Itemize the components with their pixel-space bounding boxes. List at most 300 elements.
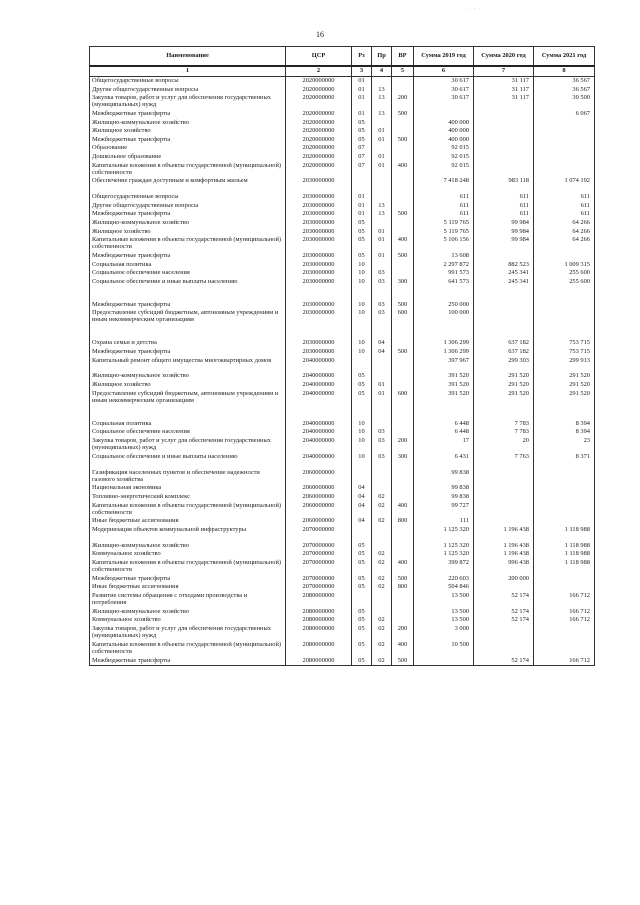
row-pr [372,484,392,493]
row-name: Другие общегосударственные вопросы [90,86,286,95]
row-name: Межбюджетные трансферты [90,136,286,145]
row-sum-2021 [534,583,595,592]
row-vr [392,608,414,617]
row-name: Закупка товаров, работ и услуг для обеспечения государственных (муниципальных) нужд [90,94,286,110]
row-name: Коммунальное хозяйство [90,616,286,625]
row-sum-2019: 1 306 299 [414,339,474,348]
row-csr: 2040000000 [286,390,352,420]
table-row [90,236,595,252]
row-sum-2021: 611 [534,202,595,211]
row-sum-2020: 611 [474,193,534,202]
row-rz: 05 [352,372,372,381]
row-pr: 01 [372,127,392,136]
row-vr: 500 [392,657,414,666]
row-name: Социальное обеспечение населения [90,428,286,437]
row-csr: 2070000000 [286,583,352,592]
row-rz: 01 [352,202,372,211]
table-row [90,261,595,270]
row-vr [392,86,414,95]
table-row [90,301,595,310]
row-name: Капитальные вложения в объекты государственной (муниципальной) собственности [90,641,286,657]
row-pr: 02 [372,657,392,666]
row-name: Жилищно-коммунальное хозяйство [90,372,286,381]
row-name: Социальная политика [90,261,286,270]
row-vr: 200 [392,94,414,110]
row-vr: 400 [392,502,414,518]
row-name: Охрана семьи и детства [90,339,286,348]
row-sum-2021 [534,309,595,339]
row-sum-2019: 13 500 [414,616,474,625]
row-vr: 300 [392,453,414,469]
col-header-csr: ЦСР [286,47,352,67]
col-header-pr: Пр [372,47,392,67]
row-pr: 01 [372,381,392,390]
table-row [90,381,595,390]
row-rz: 05 [352,236,372,252]
row-sum-2021: 753 715 [534,348,595,357]
row-pr: 04 [372,348,392,357]
col-number: 2 [286,66,352,77]
col-number: 6 [414,66,474,77]
row-sum-2021 [534,469,595,485]
row-vr: 400 [392,236,414,252]
row-sum-2019: 5 106 156 [414,236,474,252]
row-csr: 2070000000 [286,542,352,551]
row-csr: 2020000000 [286,86,352,95]
row-sum-2019: 99 838 [414,493,474,502]
row-csr: 2040000000 [286,372,352,381]
row-sum-2019: 6 448 [414,428,474,437]
row-sum-2020: 7 763 [474,453,534,469]
row-sum-2019: 111 [414,517,474,526]
row-sum-2021: 611 [534,210,595,219]
col-number: 8 [534,66,595,77]
table-row [90,153,595,162]
row-sum-2021: 30 500 [534,94,595,110]
row-pr: 02 [372,517,392,526]
row-vr [392,119,414,128]
table-row [90,390,595,420]
row-csr: 2030000000 [286,252,352,261]
col-header-rz: Рз [352,47,372,67]
row-csr: 2030000000 [286,177,352,193]
row-name: Межбюджетные трансферты [90,348,286,357]
row-sum-2021 [534,493,595,502]
table-row [90,550,595,559]
row-sum-2020: 245 341 [474,278,534,301]
row-name: Дошкольное образование [90,153,286,162]
row-rz: 10 [352,437,372,453]
row-sum-2020 [474,517,534,526]
row-rz: 01 [352,193,372,202]
row-vr: 500 [392,348,414,357]
row-vr [392,269,414,278]
top-mark: · · · [468,6,482,12]
row-pr: 02 [372,550,392,559]
row-vr: 200 [392,437,414,453]
row-csr: 2030000000 [286,309,352,339]
row-vr: 800 [392,583,414,592]
row-rz: 05 [352,136,372,145]
row-sum-2019: 3 000 [414,625,474,641]
row-name: Жилищное хозяйство [90,228,286,237]
row-sum-2021: 255 600 [534,269,595,278]
row-rz [352,592,372,608]
row-sum-2020: 52 174 [474,592,534,608]
row-name: Предоставление субсидий бюджетным, автономным учреждениям и иным некоммерческим организациям [90,390,286,420]
row-name: Жилищное хозяйство [90,381,286,390]
row-rz: 05 [352,657,372,666]
table-row [90,493,595,502]
row-pr: 03 [372,428,392,437]
row-sum-2021 [534,625,595,641]
col-number: 4 [372,66,392,77]
row-sum-2019: 17 [414,437,474,453]
row-sum-2019: 99 838 [414,484,474,493]
row-sum-2019: 13 500 [414,608,474,617]
row-name: Капитальные вложения в объекты государственной (муниципальной) собственности [90,236,286,252]
row-pr [372,177,392,193]
row-vr [392,144,414,153]
row-sum-2020: 31 117 [474,94,534,110]
table-row [90,86,595,95]
row-csr: 2030000000 [286,269,352,278]
table-row [90,437,595,453]
row-rz: 05 [352,219,372,228]
row-rz: 01 [352,77,372,86]
row-vr [392,381,414,390]
table-row [90,641,595,657]
row-sum-2019: 6 448 [414,420,474,429]
table-row [90,453,595,469]
row-sum-2019: 13 500 [414,592,474,608]
row-sum-2020: 1 196 438 [474,542,534,551]
row-sum-2019: 6 431 [414,453,474,469]
row-rz: 07 [352,162,372,178]
row-vr [392,219,414,228]
table-row [90,348,595,357]
row-pr [372,372,392,381]
table-row [90,657,595,666]
row-pr [372,469,392,485]
row-sum-2020: 299 303 [474,357,534,373]
row-sum-2021: 166 712 [534,608,595,617]
row-rz: 10 [352,309,372,339]
row-sum-2020 [474,309,534,339]
row-rz: 05 [352,625,372,641]
row-sum-2021: 1 118 988 [534,559,595,575]
row-rz: 01 [352,86,372,95]
row-sum-2021 [534,517,595,526]
row-pr: 01 [372,136,392,145]
row-csr: 2030000000 [286,339,352,348]
row-sum-2020 [474,641,534,657]
row-name: Предоставление субсидий бюджетным, автономным учреждениям и иным некоммерческим организациям [90,309,286,339]
row-name: Коммунальное хозяйство [90,550,286,559]
budget-table [89,46,595,666]
row-csr: 2060000000 [286,484,352,493]
row-name: Социальное обеспечение населения [90,269,286,278]
row-sum-2020: 291 520 [474,381,534,390]
row-rz: 01 [352,210,372,219]
col-number: 1 [90,66,286,77]
row-sum-2021: 1 009 315 [534,261,595,270]
table-row [90,526,595,542]
row-rz: 05 [352,616,372,625]
row-vr [392,202,414,211]
table-row [90,127,595,136]
table-row [90,583,595,592]
row-name: Жилищное хозяйство [90,127,286,136]
table-row [90,177,595,193]
row-sum-2020 [474,493,534,502]
row-sum-2019: 391 520 [414,372,474,381]
row-sum-2019: 397 967 [414,357,474,373]
row-vr [392,372,414,381]
row-sum-2020: 996 438 [474,559,534,575]
table-row [90,136,595,145]
row-sum-2019: 1 125 320 [414,550,474,559]
row-sum-2020: 31 117 [474,77,534,86]
row-sum-2021 [534,575,595,584]
row-pr: 02 [372,493,392,502]
row-vr: 500 [392,110,414,119]
row-sum-2019: 611 [414,210,474,219]
row-csr: 2070000000 [286,575,352,584]
row-csr: 2070000000 [286,550,352,559]
row-pr [372,420,392,429]
row-csr: 2030000000 [286,348,352,357]
row-sum-2021: 1 118 988 [534,550,595,559]
row-name: Социальное обеспечение и иные выплаты населению [90,453,286,469]
row-csr: 2070000000 [286,526,352,542]
row-vr [392,261,414,270]
row-csr: 2060000000 [286,517,352,526]
row-pr: 02 [372,616,392,625]
row-csr: 2040000000 [286,420,352,429]
row-csr: 2040000000 [286,453,352,469]
row-sum-2019: 100 000 [414,309,474,339]
row-name: Закупка товаров, работ и услуг для обеспечения государственных (муниципальных) нужд [90,625,286,641]
row-name: Общегосударственные вопросы [90,193,286,202]
row-vr: 800 [392,517,414,526]
row-csr: 2030000000 [286,278,352,301]
row-rz: 05 [352,575,372,584]
table-row [90,484,595,493]
row-name: Национальная экономика [90,484,286,493]
row-sum-2021 [534,127,595,136]
row-csr: 2030000000 [286,193,352,202]
row-rz: 05 [352,641,372,657]
row-pr: 13 [372,86,392,95]
row-sum-2020: 245 341 [474,269,534,278]
row-sum-2021 [534,641,595,657]
row-vr: 400 [392,559,414,575]
row-sum-2019: 30 617 [414,77,474,86]
row-rz: 05 [352,381,372,390]
row-pr: 03 [372,453,392,469]
row-vr: 200 [392,625,414,641]
row-pr: 02 [372,559,392,575]
row-csr: 2080000000 [286,592,352,608]
row-pr [372,357,392,373]
row-pr [372,261,392,270]
row-sum-2021: 166 712 [534,592,595,608]
row-sum-2019: 400 000 [414,136,474,145]
row-vr [392,228,414,237]
row-vr: 500 [392,210,414,219]
row-sum-2021: 255 600 [534,278,595,301]
row-sum-2019: 13 608 [414,252,474,261]
row-sum-2019: 5 119 765 [414,228,474,237]
row-sum-2021 [534,153,595,162]
row-sum-2021: 8 394 [534,420,595,429]
row-rz: 05 [352,559,372,575]
row-rz: 10 [352,428,372,437]
row-sum-2021: 291 520 [534,381,595,390]
row-sum-2019: 641 573 [414,278,474,301]
table-row [90,575,595,584]
row-name: Газификация населенных пунктов и обеспечение надежности газового хозяйства [90,469,286,485]
row-sum-2019 [414,110,474,119]
row-sum-2021: 1 118 988 [534,542,595,551]
row-sum-2021: 1 118 988 [534,526,595,542]
row-sum-2019: 250 000 [414,301,474,310]
row-rz: 05 [352,119,372,128]
row-name: Жилищно-коммунальное хозяйство [90,542,286,551]
row-csr: 2030000000 [286,228,352,237]
row-pr: 02 [372,502,392,518]
row-name: Капитальные вложения в объекты государственной (муниципальной) собственности [90,502,286,518]
row-sum-2021: 166 712 [534,657,595,666]
row-sum-2019: 30 617 [414,86,474,95]
row-sum-2021: 291 520 [534,390,595,420]
row-sum-2020: 7 783 [474,428,534,437]
row-sum-2019: 30 617 [414,94,474,110]
row-rz [352,469,372,485]
row-rz: 05 [352,583,372,592]
table-row [90,77,595,86]
row-vr [392,616,414,625]
row-sum-2021 [534,144,595,153]
row-pr: 02 [372,641,392,657]
table-row [90,278,595,301]
table-row [90,559,595,575]
row-sum-2019: 1 125 320 [414,542,474,551]
row-sum-2020 [474,469,534,485]
row-sum-2021: 64 266 [534,236,595,252]
row-name: Межбюджетные трансферты [90,110,286,119]
row-pr [372,144,392,153]
row-name: Обеспечение граждан доступным и комфортным жильем [90,177,286,193]
row-pr [372,542,392,551]
row-rz: 05 [352,228,372,237]
row-sum-2021: 291 520 [534,372,595,381]
row-rz: 01 [352,110,372,119]
row-vr [392,357,414,373]
row-sum-2019: 611 [414,193,474,202]
row-sum-2019: 991 573 [414,269,474,278]
row-vr [392,550,414,559]
row-sum-2019: 504 846 [414,583,474,592]
row-pr: 01 [372,228,392,237]
row-pr: 13 [372,94,392,110]
row-sum-2021: 23 [534,437,595,453]
row-sum-2020: 611 [474,202,534,211]
row-sum-2021 [534,301,595,310]
row-name: Жилищно-коммунальное хозяйство [90,119,286,128]
row-sum-2020 [474,252,534,261]
row-sum-2021 [534,119,595,128]
row-sum-2020 [474,119,534,128]
row-rz: 10 [352,278,372,301]
row-sum-2021: 8 371 [534,453,595,469]
table-row [90,542,595,551]
row-rz: 10 [352,261,372,270]
row-vr: 300 [392,278,414,301]
row-sum-2019: 220 603 [414,575,474,584]
row-sum-2021: 753 715 [534,339,595,348]
row-name: Образование [90,144,286,153]
table-row [90,252,595,261]
row-vr [392,592,414,608]
row-csr: 2060000000 [286,493,352,502]
row-name: Жилищно-коммунальное хозяйство [90,219,286,228]
row-name: Капитальные вложения в объекты государственной (муниципальной) собственности [90,162,286,178]
row-rz: 07 [352,153,372,162]
row-sum-2021: 36 567 [534,86,595,95]
row-rz [352,177,372,193]
row-name: Иные бюджетные ассигнования [90,517,286,526]
row-vr [392,127,414,136]
row-sum-2021: 611 [534,193,595,202]
row-sum-2020 [474,110,534,119]
budget-table-wrapper [89,46,594,666]
row-pr: 13 [372,210,392,219]
row-name: Топливно-энергетический комплекс [90,493,286,502]
table-row [90,469,595,485]
row-pr: 01 [372,236,392,252]
row-pr [372,592,392,608]
row-csr: 2020000000 [286,162,352,178]
row-sum-2019: 391 520 [414,381,474,390]
row-sum-2020: 1 196 438 [474,526,534,542]
row-sum-2020: 31 117 [474,86,534,95]
row-sum-2020: 637 182 [474,348,534,357]
row-vr [392,493,414,502]
table-row [90,228,595,237]
row-csr: 2040000000 [286,437,352,453]
row-sum-2020 [474,484,534,493]
table-row [90,144,595,153]
row-name: Развитие системы обращения с отходами производства и потребления [90,592,286,608]
row-pr: 02 [372,625,392,641]
row-pr: 03 [372,278,392,301]
row-sum-2019: 99 838 [414,469,474,485]
row-rz: 05 [352,127,372,136]
table-body [90,77,595,666]
table-row [90,592,595,608]
row-sum-2020: 99 984 [474,236,534,252]
col-number: 5 [392,66,414,77]
row-pr [372,193,392,202]
row-csr: 2060000000 [286,469,352,485]
row-sum-2019: 10 500 [414,641,474,657]
row-rz: 05 [352,252,372,261]
row-sum-2019: 5 119 765 [414,219,474,228]
row-name: Социальная политика [90,420,286,429]
row-name: Межбюджетные трансферты [90,252,286,261]
